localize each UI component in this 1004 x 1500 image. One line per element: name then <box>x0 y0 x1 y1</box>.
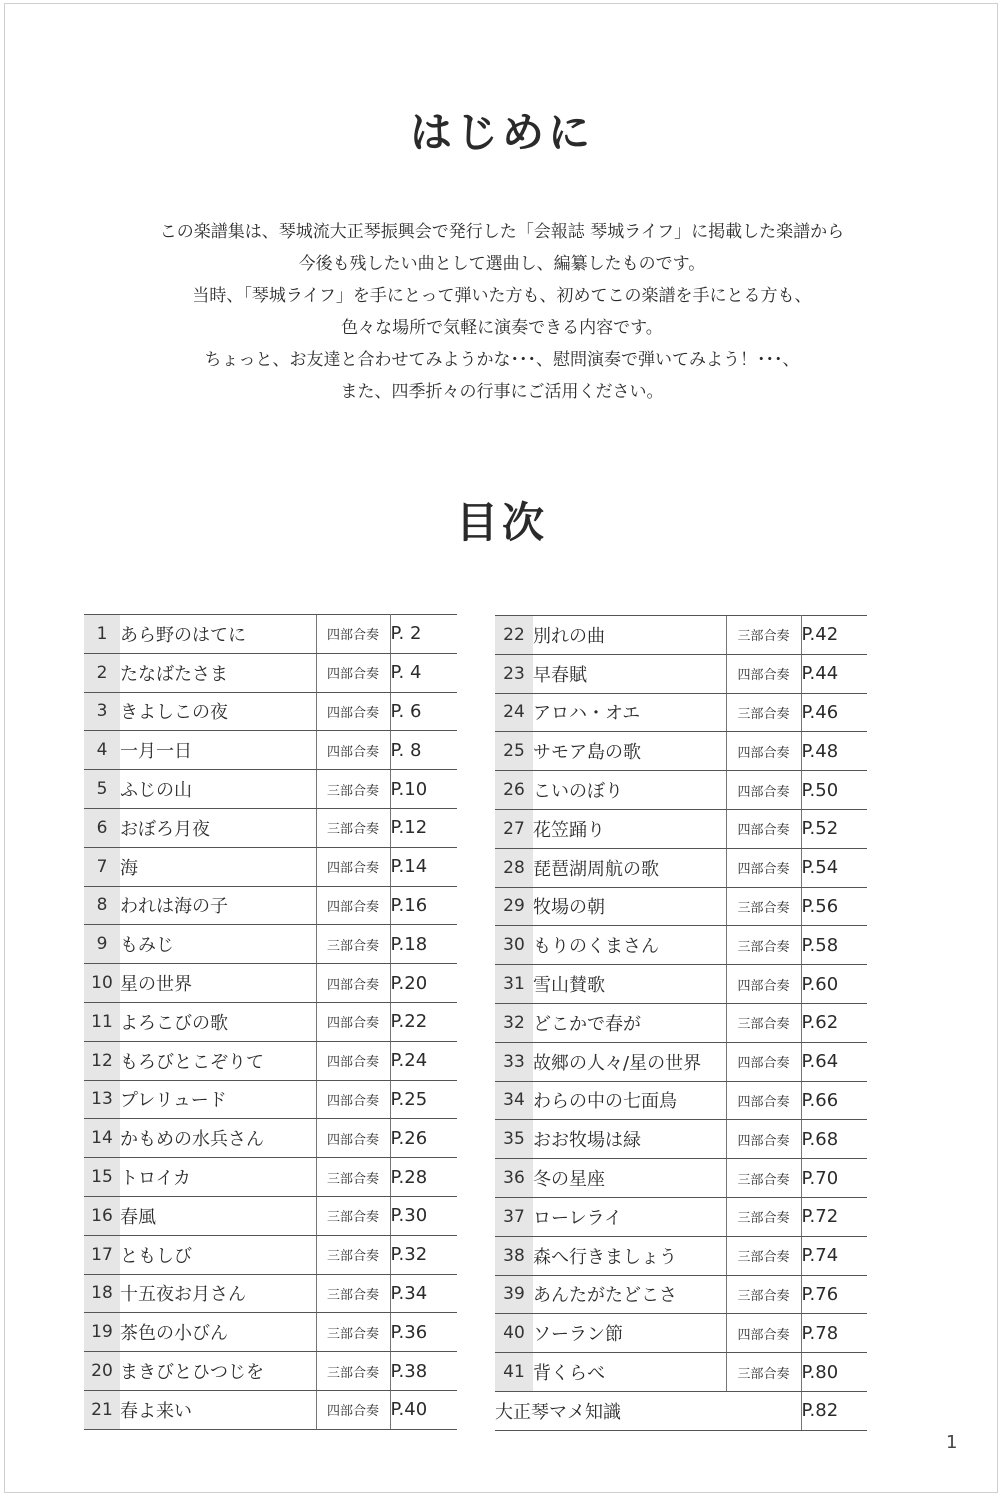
toc-number: 32 <box>495 1003 533 1042</box>
toc-song-title: 森へ行きましょう <box>533 1236 726 1275</box>
toc-song-title: 冬の星座 <box>533 1159 726 1198</box>
toc-row <box>84 925 457 964</box>
intro-heading: はじめに <box>409 108 594 157</box>
toc-song-title: まきびとひつじを <box>120 1352 316 1391</box>
toc-song-title: 花笠踊り <box>533 809 726 848</box>
toc-ensemble: 四部合奏 <box>316 615 390 654</box>
toc-song-title: こいのぼり <box>533 771 726 810</box>
toc-song-title: かもめの水兵さん <box>120 1119 316 1158</box>
toc-number: 4 <box>84 731 120 770</box>
toc-number: 8 <box>84 886 120 925</box>
toc-table-left <box>84 614 457 1430</box>
toc-row <box>84 1313 457 1352</box>
toc-page: P.50 <box>801 771 867 810</box>
toc-ensemble: 三部合奏 <box>726 1003 801 1042</box>
toc-page: P.46 <box>801 693 867 732</box>
toc-song-title: ソーラン節 <box>533 1314 726 1353</box>
toc-ensemble: 四部合奏 <box>316 1119 390 1158</box>
toc-ensemble: 三部合奏 <box>316 1352 390 1391</box>
toc-number: 35 <box>495 1120 533 1159</box>
toc-number: 27 <box>495 809 533 848</box>
toc-ensemble: 三部合奏 <box>726 1275 801 1314</box>
toc-row <box>495 654 867 693</box>
toc-number: 9 <box>84 925 120 964</box>
toc-row <box>84 847 457 886</box>
toc-number: 25 <box>495 732 533 771</box>
toc-row <box>84 1274 457 1313</box>
toc-page: P.18 <box>390 925 457 964</box>
toc-number: 23 <box>495 654 533 693</box>
toc-number: 17 <box>84 1235 120 1274</box>
toc-song-title: 春風 <box>120 1196 316 1235</box>
toc-page: P.25 <box>390 1080 457 1119</box>
toc-number: 31 <box>495 965 533 1004</box>
toc-song-title: 別れの曲 <box>533 616 726 655</box>
toc-row <box>84 808 457 847</box>
toc-number: 36 <box>495 1159 533 1198</box>
toc-page: P.68 <box>801 1120 867 1159</box>
toc-number: 24 <box>495 693 533 732</box>
toc-ensemble: 三部合奏 <box>726 693 801 732</box>
toc-row <box>84 1041 457 1080</box>
toc-number: 2 <box>84 653 120 692</box>
toc-row <box>84 1080 457 1119</box>
toc-number: 41 <box>495 1353 533 1392</box>
toc-row <box>84 1352 457 1391</box>
toc-page: P.26 <box>390 1119 457 1158</box>
toc-number: 39 <box>495 1275 533 1314</box>
toc-row <box>84 653 457 692</box>
toc-number: 10 <box>84 964 120 1003</box>
toc-song-title: ともしび <box>120 1235 316 1274</box>
toc-page: P. 4 <box>390 653 457 692</box>
toc-row <box>84 1119 457 1158</box>
toc-page: P.80 <box>801 1353 867 1392</box>
toc-row <box>495 732 867 771</box>
toc-extra-title: 大正琴マメ知識 <box>495 1391 801 1430</box>
toc-row <box>84 615 457 654</box>
toc-page: P.62 <box>801 1003 867 1042</box>
toc-ensemble: 三部合奏 <box>316 1158 390 1197</box>
intro-line: また、四季折々の行事にご活用ください。 <box>340 382 664 402</box>
toc-number: 13 <box>84 1080 120 1119</box>
toc-row <box>495 693 867 732</box>
toc-row <box>495 1081 867 1120</box>
toc-number: 20 <box>84 1352 120 1391</box>
toc-page: P.48 <box>801 732 867 771</box>
toc-ensemble: 三部合奏 <box>726 1159 801 1198</box>
toc-ensemble: 四部合奏 <box>726 771 801 810</box>
toc-ensemble: 三部合奏 <box>316 1313 390 1352</box>
toc-page: P. 6 <box>390 692 457 731</box>
toc-ensemble: 三部合奏 <box>726 1236 801 1275</box>
toc-number: 3 <box>84 692 120 731</box>
toc-song-title: どこかで春が <box>533 1003 726 1042</box>
toc-ensemble: 三部合奏 <box>726 1353 801 1392</box>
toc-ensemble: 三部合奏 <box>316 1274 390 1313</box>
toc-song-title: おぼろ月夜 <box>120 808 316 847</box>
toc-row <box>495 1353 867 1392</box>
toc-ensemble: 四部合奏 <box>726 732 801 771</box>
toc-page: P.34 <box>390 1274 457 1313</box>
toc-ensemble: 三部合奏 <box>726 1197 801 1236</box>
toc-song-title: 星の世界 <box>120 964 316 1003</box>
toc-ensemble: 四部合奏 <box>726 1120 801 1159</box>
toc-song-title: もろびとこぞりて <box>120 1041 316 1080</box>
toc-song-title: わらの中の七面鳥 <box>533 1081 726 1120</box>
toc-row <box>495 616 867 655</box>
toc-row <box>495 1003 867 1042</box>
toc-number: 15 <box>84 1158 120 1197</box>
toc-song-title: 春よ来い <box>120 1390 316 1429</box>
toc-row <box>84 1235 457 1274</box>
toc-ensemble: 四部合奏 <box>316 1390 390 1429</box>
toc-song-title: ローレライ <box>533 1197 726 1236</box>
toc-page: P.30 <box>390 1196 457 1235</box>
toc-song-title: もみじ <box>120 925 316 964</box>
toc-row <box>495 1042 867 1081</box>
toc-number: 22 <box>495 616 533 655</box>
toc-page: P.52 <box>801 809 867 848</box>
toc-ensemble: 四部合奏 <box>316 886 390 925</box>
toc-number: 6 <box>84 808 120 847</box>
toc-page: P.36 <box>390 1313 457 1352</box>
toc-ensemble: 四部合奏 <box>726 1042 801 1081</box>
toc-row <box>84 731 457 770</box>
toc-ensemble: 四部合奏 <box>316 1002 390 1041</box>
toc-page: P.56 <box>801 887 867 926</box>
toc-song-title: トロイカ <box>120 1158 316 1197</box>
toc-row <box>495 965 867 1004</box>
toc-ensemble: 三部合奏 <box>316 925 390 964</box>
intro-line: 色々な場所で気軽に演奏できる内容です。 <box>341 318 663 338</box>
toc-row <box>495 1120 867 1159</box>
toc-song-title: 背くらべ <box>533 1353 726 1392</box>
toc-song-title: 十五夜お月さん <box>120 1274 316 1313</box>
toc-heading: 目次 <box>455 498 548 547</box>
toc-song-title: よろこびの歌 <box>120 1002 316 1041</box>
toc-row <box>495 1314 867 1353</box>
toc-ensemble: 四部合奏 <box>316 692 390 731</box>
toc-ensemble: 三部合奏 <box>726 887 801 926</box>
toc-page: P.58 <box>801 926 867 965</box>
toc-row <box>84 1390 457 1429</box>
toc-song-title: ふじの山 <box>120 770 316 809</box>
toc-ensemble: 四部合奏 <box>726 1314 801 1353</box>
toc-page: P.40 <box>390 1390 457 1429</box>
toc-page: P.66 <box>801 1081 867 1120</box>
toc-song-title: 海 <box>120 847 316 886</box>
toc-page: P.74 <box>801 1236 867 1275</box>
toc-number: 37 <box>495 1197 533 1236</box>
toc-row <box>84 1158 457 1197</box>
toc-song-title: 一月一日 <box>120 731 316 770</box>
toc-row <box>495 1159 867 1198</box>
toc-page: P.42 <box>801 616 867 655</box>
toc-number: 28 <box>495 848 533 887</box>
toc-row <box>495 1275 867 1314</box>
toc-song-title: もりのくまさん <box>533 926 726 965</box>
toc-number: 14 <box>84 1119 120 1158</box>
toc-page: P.72 <box>801 1197 867 1236</box>
toc-page: P.76 <box>801 1275 867 1314</box>
toc-page: P.32 <box>390 1235 457 1274</box>
intro-line: ちょっと、お友達と合わせてみようかな･･･、慰問演奏で弾いてみよう！･･･、 <box>204 350 800 370</box>
toc-ensemble: 三部合奏 <box>316 1196 390 1235</box>
toc-ensemble: 四部合奏 <box>316 653 390 692</box>
toc-song-title: たなばたさま <box>120 653 316 692</box>
toc-row <box>84 770 457 809</box>
toc-page: P. 8 <box>390 731 457 770</box>
toc-row-extra <box>495 1391 867 1430</box>
toc-page: P.28 <box>390 1158 457 1197</box>
toc-row <box>495 809 867 848</box>
toc-ensemble: 四部合奏 <box>726 1081 801 1120</box>
toc-ensemble: 三部合奏 <box>726 926 801 965</box>
toc-number: 5 <box>84 770 120 809</box>
toc-number: 7 <box>84 847 120 886</box>
toc-number: 19 <box>84 1313 120 1352</box>
page-number: 1 <box>946 1432 958 1453</box>
toc-number: 1 <box>84 615 120 654</box>
toc-page: P.10 <box>390 770 457 809</box>
toc-number: 38 <box>495 1236 533 1275</box>
toc-page: P.54 <box>801 848 867 887</box>
toc-row <box>495 1236 867 1275</box>
toc-number: 34 <box>495 1081 533 1120</box>
toc-song-title: 琵琶湖周航の歌 <box>533 848 726 887</box>
toc-number: 30 <box>495 926 533 965</box>
toc-page: P.60 <box>801 965 867 1004</box>
toc-row <box>84 692 457 731</box>
toc-song-title: われは海の子 <box>120 886 316 925</box>
toc-song-title: あんたがたどこさ <box>533 1275 726 1314</box>
toc-song-title: あら野のはてに <box>120 615 316 654</box>
toc-page: P.78 <box>801 1314 867 1353</box>
toc-ensemble: 三部合奏 <box>316 770 390 809</box>
toc-page: P. 2 <box>390 615 457 654</box>
toc-song-title: 茶色の小びん <box>120 1313 316 1352</box>
toc-page: P.16 <box>390 886 457 925</box>
toc-number: 26 <box>495 771 533 810</box>
toc-table-right <box>495 615 867 1431</box>
toc-ensemble: 四部合奏 <box>316 731 390 770</box>
toc-ensemble: 四部合奏 <box>316 847 390 886</box>
toc-number: 12 <box>84 1041 120 1080</box>
toc-song-title: おお牧場は緑 <box>533 1120 726 1159</box>
toc-number: 18 <box>84 1274 120 1313</box>
toc-ensemble: 四部合奏 <box>316 964 390 1003</box>
toc-page: P.12 <box>390 808 457 847</box>
toc-ensemble: 四部合奏 <box>726 848 801 887</box>
toc-row <box>84 1002 457 1041</box>
toc-ensemble: 三部合奏 <box>726 616 801 655</box>
toc-row <box>84 886 457 925</box>
toc-page: P.20 <box>390 964 457 1003</box>
intro-line: 当時、「琴城ライフ」を手にとって弾いた方も、初めてこの楽譜を手にとる方も、 <box>192 286 812 306</box>
toc-page: P.38 <box>390 1352 457 1391</box>
toc-row <box>495 1197 867 1236</box>
toc-page: P.70 <box>801 1159 867 1198</box>
toc-number: 11 <box>84 1002 120 1041</box>
intro-line: この楽譜集は、琴城流大正琴振興会で発行した「会報誌 琴城ライフ」に掲載した楽譜から <box>159 222 845 242</box>
toc-row <box>495 771 867 810</box>
toc-ensemble: 三部合奏 <box>316 1235 390 1274</box>
toc-ensemble: 四部合奏 <box>726 809 801 848</box>
toc-row <box>84 964 457 1003</box>
toc-row <box>84 1196 457 1235</box>
toc-number: 21 <box>84 1390 120 1429</box>
toc-song-title: 牧場の朝 <box>533 887 726 926</box>
toc-page: P.14 <box>390 847 457 886</box>
toc-ensemble: 四部合奏 <box>726 965 801 1004</box>
intro-text <box>0 216 1004 408</box>
toc-extra-page: P.82 <box>801 1391 867 1430</box>
toc-song-title: アロハ・オエ <box>533 693 726 732</box>
toc-number: 33 <box>495 1042 533 1081</box>
toc-song-title: きよしこの夜 <box>120 692 316 731</box>
toc-song-title: プレリュード <box>120 1080 316 1119</box>
toc-ensemble: 三部合奏 <box>316 808 390 847</box>
toc-song-title: 故郷の人々/星の世界 <box>533 1042 726 1081</box>
toc-page: P.22 <box>390 1002 457 1041</box>
toc-number: 40 <box>495 1314 533 1353</box>
toc-song-title: サモア島の歌 <box>533 732 726 771</box>
toc-page: P.64 <box>801 1042 867 1081</box>
toc-ensemble: 四部合奏 <box>726 654 801 693</box>
toc-number: 16 <box>84 1196 120 1235</box>
toc-page: P.24 <box>390 1041 457 1080</box>
toc-ensemble: 四部合奏 <box>316 1080 390 1119</box>
toc-row <box>495 848 867 887</box>
toc-song-title: 早春賦 <box>533 654 726 693</box>
toc-ensemble: 四部合奏 <box>316 1041 390 1080</box>
toc-number: 29 <box>495 887 533 926</box>
toc-song-title: 雪山賛歌 <box>533 965 726 1004</box>
intro-line: 今後も残したい曲として選曲し、編纂したものです。 <box>298 254 706 274</box>
toc-row <box>495 887 867 926</box>
toc-row <box>495 926 867 965</box>
toc-page: P.44 <box>801 654 867 693</box>
